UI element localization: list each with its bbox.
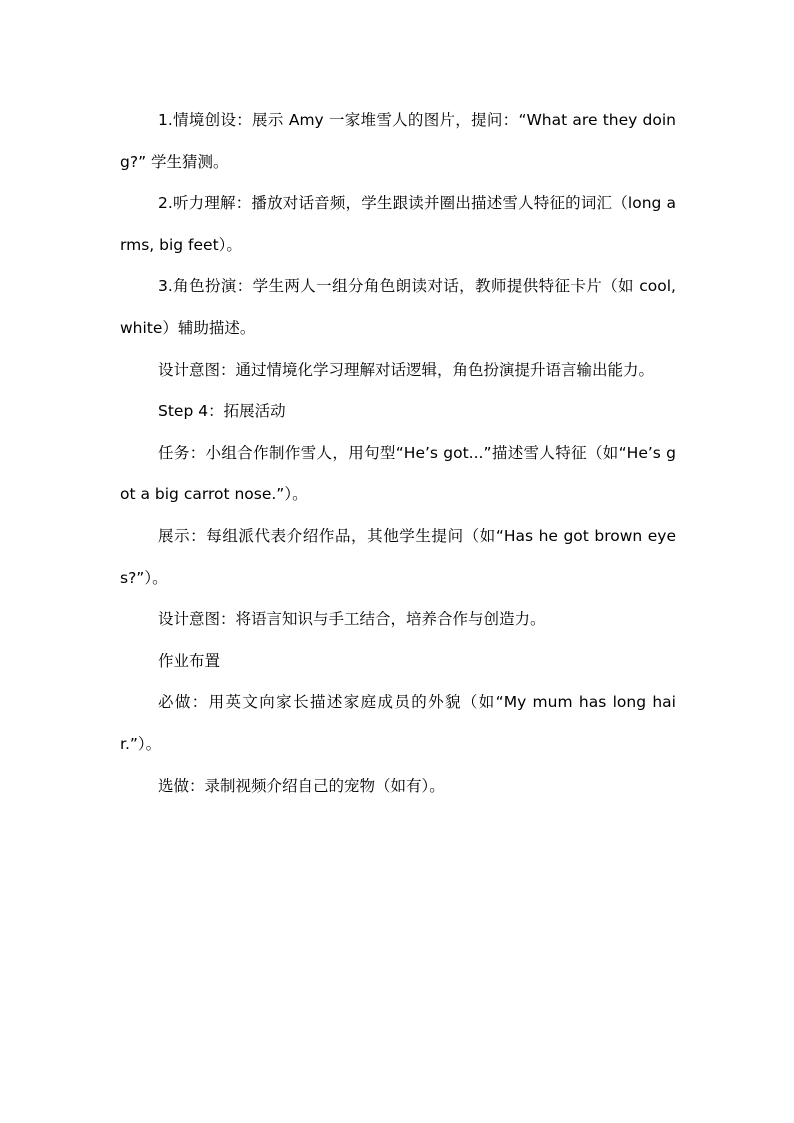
paragraph-task: 任务：小组合作制作雪人，用句型“He’s got...”描述雪人特征（如“He’s got a big carrot nose.”）。: [120, 443, 676, 504]
paragraph-optional-homework: 选做：录制视频介绍自己的宠物（如有）。: [158, 776, 445, 795]
paragraph-step-listening: 2.听力理解：播放对话音频，学生跟读并圈出描述雪人特征的词汇（long arms, big feet）。: [120, 194, 676, 254]
paragraph-design-intent-1: 设计意图：通过情境化学习理解对话逻辑，角色扮演提升语言输出能力。: [158, 360, 655, 379]
paragraph-step-roleplay: 3.角色扮演：学生两人一组分角色朗读对话，教师提供特征卡片（如 cool, white）辅助描述。: [120, 277, 676, 337]
paragraph-design-intent-2: 设计意图：将语言知识与手工结合，培养合作与创造力。: [158, 610, 546, 629]
document-body: [120, 100, 676, 807]
section-heading-step4: Step 4：拓展活动: [158, 402, 286, 421]
paragraph-required-homework: 必做：用英文向家长描述家庭成员的外貌（如“My mum has long hair.”）。: [120, 693, 676, 753]
section-heading-homework: 作业布置: [158, 651, 221, 670]
paragraph-presentation: 展示：每组派代表介绍作品，其他学生提问（如“Has he got brown eyes?”）。: [120, 526, 676, 587]
paragraph-step-situation: 1.情境创设：展示 Amy 一家堆雪人的图片，提问：“What are they doing?” 学生猜测。: [120, 111, 676, 171]
